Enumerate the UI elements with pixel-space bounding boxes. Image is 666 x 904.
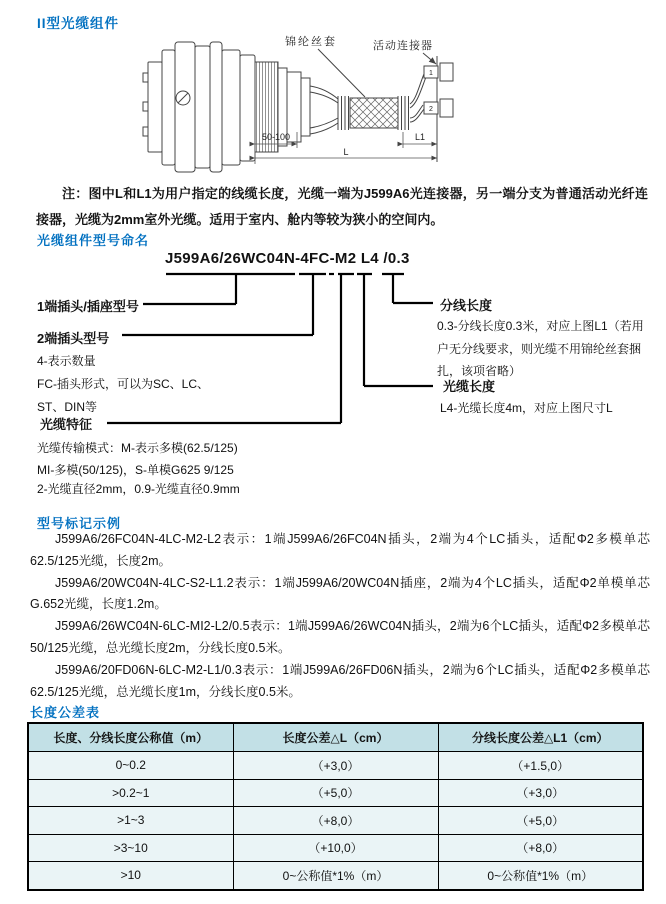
table-header-row [28,723,643,752]
braided-sleeve [350,98,398,128]
fiber-connector-2 [424,99,453,117]
table-cell: （+10,0） [233,834,438,862]
section-heading-naming: 光缆组件型号命名 [37,233,150,248]
cable-boot [310,86,349,134]
cable-length-desc: L4-光缆长度4m，对应上图尺寸L [440,401,613,415]
table-cell: 0~0.2 [28,752,233,780]
example-paragraph: J599A6/20FD06N-6LC-M2-L1/0.3表示：1端J599A6/26FD06N插头，2端为6个LC插头，适配Φ2多模单芯62.5/125光缆，总光缆长度1m，分线长度0.5米。 [30,662,650,699]
model-number: J599A6/26WC04N-4FC-M2 L4 /0.3 [165,250,410,267]
table-cell: （+1.5,0） [438,752,643,780]
table-cell: >0.2~1 [28,779,233,807]
end-binding-rings [398,96,409,130]
connector-callout-leader [423,53,436,64]
dim-50-100: 50-100 [261,132,291,142]
table-row [28,779,643,807]
table-cell: >1~3 [28,807,233,835]
label-cable-feature: 光缆特征 [40,417,93,432]
table-cell: >10 [28,862,233,890]
cable-desc-1: 光缆传输模式：M-表示多模(62.5/125) [37,441,238,455]
fiber-connector-1 [424,63,453,81]
port2-label: 2 [429,106,433,113]
tolerance-table [27,722,644,891]
table-cell: （+3,0） [233,752,438,780]
table-row [28,862,643,890]
fanout-fibers [410,74,426,122]
example-paragraph: J599A6/26WC04N-6LC-MI2-L2/0.5表示：1端J599A6/26WC04N插头，2端为6个LC插头，适配Φ2多模单芯50/125光缆，总光缆长度2m，分线长度0.5米。 [30,619,650,655]
tolerance-table-body [28,752,643,890]
plug2-desc-1: 4-表示数量 [37,354,96,368]
page-title: II型光缆组件 [37,16,120,31]
connector-callout-label: 活动连接器 [373,40,433,52]
table-cell: 0~公称值*1%（m） [233,862,438,890]
cable-assembly-drawing [135,28,465,178]
table-row [28,834,643,862]
examples-block [30,529,650,703]
section-heading-tolerance: 长度公差表 [30,705,101,720]
col-header-nominal: 长度、分线长度公称值（m） [28,723,233,752]
sleeve-callout-label: 锦纶丝套 [285,36,337,48]
plug2-desc-3: ST、DIN等 [37,400,98,414]
plug2-desc-2: FC-插头形式，可以为SC、LC、 [37,377,210,391]
dim-L: L [343,147,349,157]
note-paragraph: 注：图中L和L1为用户指定的线缆长度，光缆一端为J599A6光连接器，另一端分支为普通活动光纤连接器，光缆为2mm室外光缆。适用于室内、舱内等较为狭小的空间内。 [36,186,648,227]
table-row [28,752,643,780]
cable-desc-3: 2-光缆直径2mm，0.9-光缆直径0.9mm [37,482,240,496]
col-header-branch-tol: 分线长度公差△L1（cm） [438,723,643,752]
cable-desc-2: MI-多模(50/125)，S-单模G625 9/125 [37,463,234,477]
table-cell: （+5,0） [438,807,643,835]
label-cable-length: 光缆长度 [443,379,496,394]
table-cell: 0~公称值*1%（m） [438,862,643,890]
port1-label: 1 [429,70,433,77]
label-plug1: 1端插头/插座型号 [37,299,139,314]
col-header-length-tol: 长度公差△L（cm） [233,723,438,752]
table-cell: （+3,0） [438,779,643,807]
branch-length-desc: 0.3-分线长度0.3米，对应上图L1（若用户无分线要求，则光缆不用锦纶丝套捆扎，该项省略） [437,319,644,378]
section-heading-examples: 型号标记示例 [37,516,122,531]
label-plug2: 2端插头型号 [37,331,110,346]
table-cell: （+8,0） [438,834,643,862]
dim-L1: L1 [414,132,426,142]
table-row [28,807,643,835]
label-branch-length: 分线长度 [440,298,493,313]
example-paragraph: J599A6/26FC04N-4LC-M2-L2表示：1端J599A6/26FC04N插头，2端为4个LC插头，适配Φ2多模单芯62.5/125光缆，长度2m。 [30,532,650,568]
table-cell: >3~10 [28,834,233,862]
sleeve-callout-leader [318,49,365,97]
table-cell: （+8,0） [233,807,438,835]
plug-connector-body [143,42,310,172]
example-paragraph: J599A6/20WC04N-4LC-S2-L1.2表示：1端J599A6/20WC04N插座，2端为4个LC插头，适配Φ2单模单芯G.652光缆，长度1.2m。 [30,575,650,612]
table-cell: （+5,0） [233,779,438,807]
